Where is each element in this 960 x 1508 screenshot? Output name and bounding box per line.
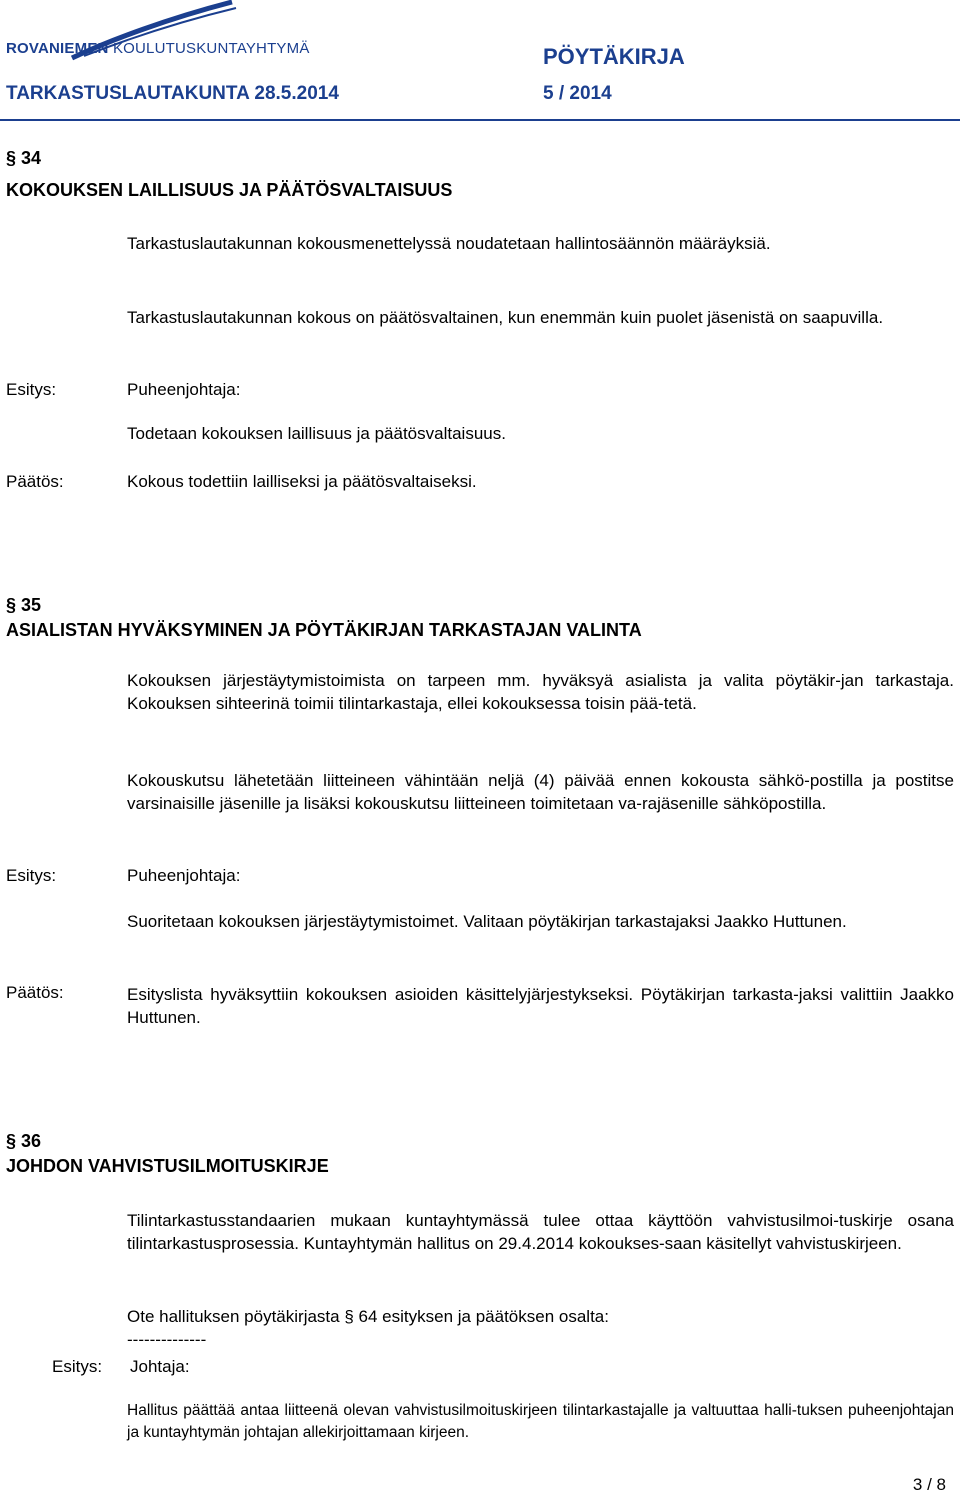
section-34-decision: Kokous todettiin lailliseksi ja päätösvaltaiseksi. xyxy=(127,472,477,491)
section-35-proposal-label: Esitys: xyxy=(6,866,57,885)
committee-date: TARKASTUSLAUTAKUNTA 28.5.2014 xyxy=(6,83,339,104)
section-symbol: § xyxy=(6,148,17,168)
section-36-proposal: Hallitus päättää antaa liitteenä olevan vahvistusilmoituskirjeen tilintarkastajalle ja valtuuttaa halli-tuksen puheenjohtajan ja kuntayhtymän johtajan allekirjoittamaan kirjeen. xyxy=(127,1402,954,1441)
section-35-proposal: Suoritetaan kokouksen järjestäytymistoimet. Valitaan pöytäkirjan tarkastajaksi Jaakko Huttunen. xyxy=(127,912,847,931)
section-35-paragraph-2: Kokouskutsu lähetetään liitteineen vähintään neljä (4) päivää ennen kokousta sähkö-postilla ja postitse varsinaisille jäsenille ja lisäksi kokouskutsu liitteineen toimitetaan va-rajäsenille sähköpostilla. xyxy=(127,771,954,813)
section-35-paragraph-1: Kokouksen järjestäytymistoimista on tarpeen mm. hyväksyä asialista ja valita pöytäkir-jan tarkastaja. Kokouksen sihteerinä toimii tilintarkastaja, ellei kokouksessa toisin pää-tetä. xyxy=(127,671,954,713)
section-36-excerpt: Ote hallituksen pöytäkirjasta § 64 esityksen ja päätöksen osalta: xyxy=(127,1307,609,1326)
section-34-paragraph-1: Tarkastuslautakunnan kokousmenettelyssä noudatetaan hallintosäännön määräyksiä. xyxy=(127,234,771,253)
section-36-number: § 36 xyxy=(6,1131,42,1151)
section-34-proposal: Todetaan kokouksen laillisuus ja päätösvaltaisuus. xyxy=(127,424,506,443)
section-34-number: § 34 xyxy=(6,148,42,168)
org-name xyxy=(6,40,310,57)
section-35-proposer: Puheenjohtaja: xyxy=(127,866,241,885)
section-34-paragraph-2: Tarkastuslautakunnan kokous on päätösvaltainen, kun enemmän kuin puolet jäsenistä on saapuvilla. xyxy=(127,308,884,327)
section-35-number: § 35 xyxy=(6,595,42,615)
section-34-proposer: Puheenjohtaja: xyxy=(127,380,241,399)
section-symbol: § xyxy=(6,1131,17,1151)
page-number: 3 / 8 xyxy=(912,1475,946,1494)
section-symbol: § xyxy=(344,1307,354,1326)
section-34-decision-label: Päätös: xyxy=(6,472,64,491)
meeting-number: 5 / 2014 xyxy=(543,83,612,104)
org-name-right: KOULUTUSKUNTAYHTYMÄ xyxy=(112,40,310,57)
section-34-proposal-label: Esitys: xyxy=(6,380,57,399)
section-34-title: KOKOUKSEN LAILLISUUS JA PÄÄTÖSVALTAISUUS xyxy=(6,180,453,200)
section-36-proposer: Johtaja: xyxy=(130,1357,190,1376)
section-35-title: ASIALISTAN HYVÄKSYMINEN JA PÖYTÄKIRJAN TARKASTAJAN VALINTA xyxy=(6,620,642,640)
org-name-left: ROVANIEMEN xyxy=(6,40,109,57)
section-symbol: § xyxy=(6,595,17,615)
document-type: PÖYTÄKIRJA xyxy=(543,44,685,69)
section-36-dashes: -------------- xyxy=(127,1330,207,1349)
header-divider xyxy=(0,119,960,121)
section-35-decision: Esityslista hyväksyttiin kokouksen asioiden käsittelyjärjestykseksi. Pöytäkirjan tarkasta-jaksi valittiin Jaakko Huttunen. xyxy=(127,985,954,1027)
section-35-decision-label: Päätös: xyxy=(6,983,64,1002)
section-36-paragraph-1: Tilintarkastusstandaarien mukaan kuntayhtymässä tulee ottaa käyttöön vahvistusilmoi-tuskirje osana tilintarkastusprosessia. Kuntayhtymän hallitus on 29.4.2014 kokoukses-saan käsitellyt vahvistuskirjeen. xyxy=(127,1211,954,1253)
section-36-proposal-label: Esitys: xyxy=(52,1357,103,1376)
section-36-title: JOHDON VAHVISTUSILMOITUSKIRJE xyxy=(6,1156,329,1176)
